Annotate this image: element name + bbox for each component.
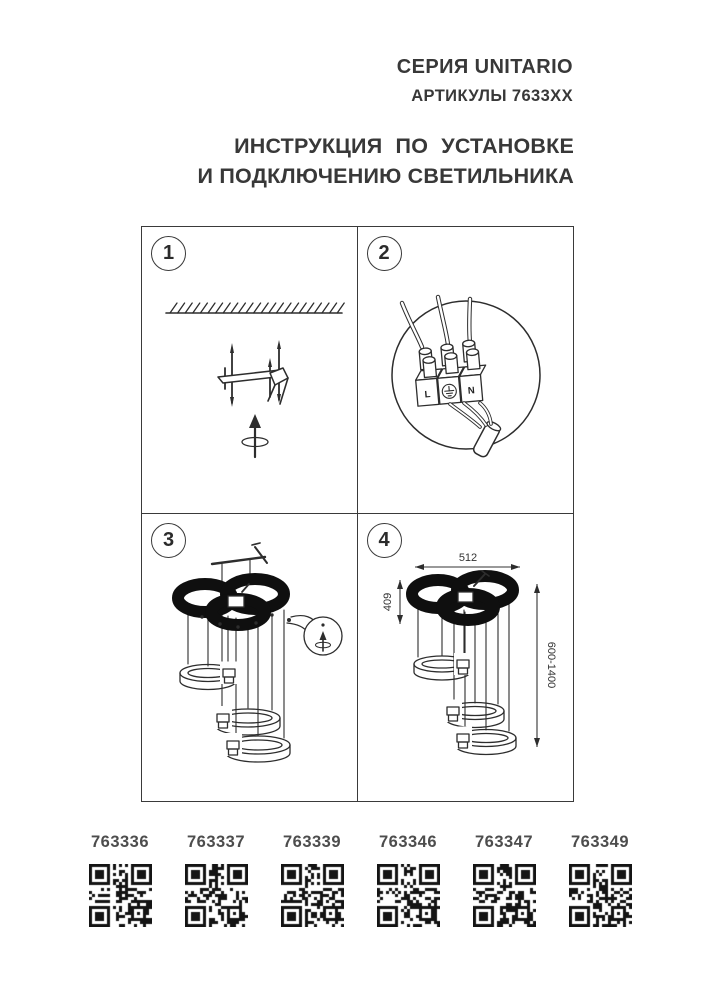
articles-row [0,833,707,933]
ring-pendant [454,727,516,755]
canopy-terminal-box [228,596,244,607]
article-number: 763346 [378,833,438,851]
step-panel-3 [142,514,358,801]
dimension-width [415,552,520,570]
dimension-canopy-height [382,580,403,624]
qr-code [377,864,440,927]
dimension-suspension-range [534,584,557,747]
article-item [279,833,345,927]
steps-grid [141,226,574,802]
canopy [412,571,513,620]
ring-pendant [414,653,472,680]
qr-code [281,864,344,927]
title-line-2: И ПОДКЛЮЧЕНИЮ СВЕТИЛЬНИКА [197,164,574,188]
articles-range: АРТИКУЛЫ 7633XX [411,87,573,105]
ring-pendant [224,733,290,762]
article-item [471,833,537,927]
title-line-1: ИНСТРУКЦИЯ ПО УСТАНОВКЕ [234,134,574,158]
terminal-block [412,339,488,406]
ring-pendant [444,700,504,728]
ceiling-hatch [166,303,344,313]
page-title [198,131,574,191]
article-number: 763349 [570,833,630,851]
series-name: СЕРИЯ UNITARIO [396,56,573,78]
article-item [87,833,153,927]
ring-pendant [180,662,238,690]
mounting-bracket [218,340,288,407]
article-item [567,833,633,927]
screw-icon [255,547,267,563]
canopy-terminal-box [458,592,473,602]
article-number: 763337 [186,833,246,851]
rotation-arrow-icon [242,414,268,457]
qr-code [473,864,536,927]
ceiling-hatch-ticks [170,303,344,313]
article-item [375,833,441,927]
canopy [178,579,284,629]
terminal-label-live: L [423,389,431,401]
step-panel-2 [358,227,574,514]
power-cable [450,403,502,458]
article-number: 763336 [90,833,150,851]
qr-code [89,864,152,927]
step-panel-1 [142,227,358,514]
step-number-badge: 1 [151,236,186,271]
step-number-badge: 2 [367,236,402,271]
header [397,56,573,106]
article-number: 763347 [474,833,534,851]
dimension-range-label: 600-1400 [544,641,557,689]
step-number-badge: 3 [151,523,186,558]
step-number-badge: 4 [367,523,402,558]
dimension-width-label: 512 [458,552,477,564]
step-panel-4 [358,514,574,801]
detail-bubble [287,616,342,655]
supply-wires [402,297,470,347]
article-number: 763339 [282,833,342,851]
ring-pendant [214,706,280,735]
terminal-label-neutral: N [466,385,475,397]
dimension-canopy-label: 409 [381,592,394,612]
qr-code [185,864,248,927]
article-item [183,833,249,927]
qr-code [569,864,632,927]
